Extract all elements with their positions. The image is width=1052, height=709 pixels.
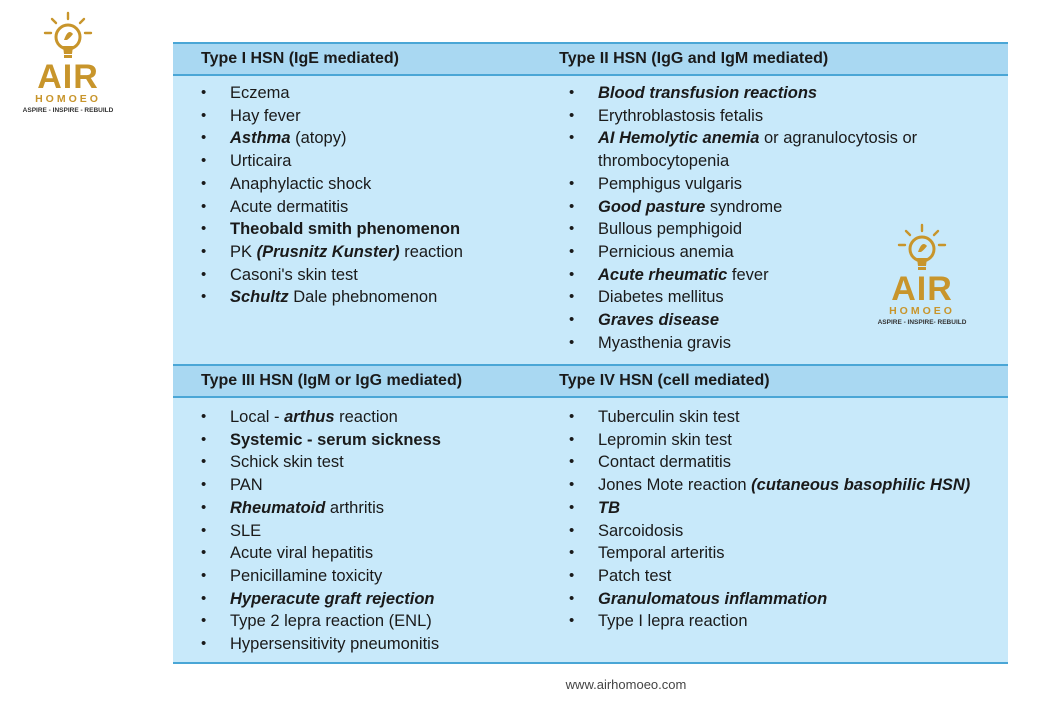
item-text: Hypersensitivity pneumonitis xyxy=(230,635,440,654)
item-text: fever xyxy=(727,265,769,284)
type3-title: Type III HSN (IgM or IgG mediated) xyxy=(201,372,463,389)
list-item xyxy=(201,474,543,497)
list-item xyxy=(201,633,543,656)
item-text: SLE xyxy=(230,521,262,540)
item-text: (atopy) xyxy=(290,129,347,148)
item-text: Erythroblastosis fetalis xyxy=(598,106,764,125)
logo-brand-text: AIR xyxy=(891,270,953,308)
list-item xyxy=(201,127,543,150)
item-emphasis-text: Granulomatous inflammation xyxy=(598,589,828,608)
logo-brand-text: AIR xyxy=(37,58,99,96)
list-item xyxy=(201,588,543,611)
item-text: Contact dermatitis xyxy=(598,453,731,472)
item-text: Schick skin test xyxy=(230,453,344,472)
list-item xyxy=(201,218,543,241)
list-item xyxy=(201,542,543,565)
list-item xyxy=(569,429,1008,452)
list-item xyxy=(201,497,543,520)
item-emphasis-text: Graves disease xyxy=(598,311,720,330)
item-text: Pernicious anemia xyxy=(598,242,734,261)
item-emphasis-text: Asthma xyxy=(230,129,291,148)
item-text: Hay fever xyxy=(230,106,301,125)
list-item xyxy=(201,105,543,128)
item-text: Temporal arteritis xyxy=(598,544,725,563)
footer-url: www.airhomoeo.com xyxy=(565,677,687,692)
item-emphasis-text: TB xyxy=(598,498,620,517)
list-item xyxy=(569,196,1008,219)
list-item xyxy=(569,105,1008,128)
item-emphasis-text: Hyperacute graft rejection xyxy=(230,589,435,608)
logo-tagline: ASPIRE - INSPIRE- REBUILD xyxy=(877,319,967,326)
list-item xyxy=(569,565,1008,588)
item-text: Acute dermatitis xyxy=(230,197,349,216)
item-text: Urticaira xyxy=(230,152,292,171)
list-item xyxy=(201,520,543,543)
list-item xyxy=(201,173,543,196)
list-item xyxy=(201,429,543,452)
item-emphasis-text: Blood transfusion reactions xyxy=(598,84,818,102)
item-emphasis-text: (cutaneous basophilic HSN) xyxy=(751,476,971,495)
list-item xyxy=(201,196,543,219)
type3-list xyxy=(201,406,543,656)
item-text: Acute viral hepatitis xyxy=(230,544,374,563)
item-text: Pemphigus vulgaris xyxy=(598,174,742,193)
item-bold-text: Theobald smith phenomenon xyxy=(230,220,461,239)
item-text: Tuberculin skin test xyxy=(598,408,740,426)
table-header-row xyxy=(173,364,1008,398)
item-text: Lepromin skin test xyxy=(598,430,732,449)
item-emphasis-text: AI Hemolytic anemia xyxy=(598,129,760,148)
list-item xyxy=(569,520,1008,543)
item-text: Penicillamine toxicity xyxy=(230,566,383,585)
list-item xyxy=(569,474,1008,497)
list-item xyxy=(569,497,1008,520)
hypersensitivity-table xyxy=(173,42,1008,664)
table-body-row xyxy=(173,398,1008,662)
item-text: Myasthenia gravis xyxy=(598,333,731,352)
list-item xyxy=(201,241,543,264)
item-text: or agranulocytosis or thrombocytopenia xyxy=(598,129,918,171)
list-item xyxy=(569,82,1008,105)
item-emphasis-text: Rheumatoid xyxy=(230,498,326,517)
list-item xyxy=(201,150,543,173)
type1-list xyxy=(201,82,543,309)
lightbulb-icon xyxy=(39,10,97,62)
list-item xyxy=(569,406,1008,429)
list-item xyxy=(201,610,543,633)
item-text: Eczema xyxy=(230,84,290,102)
list-item xyxy=(201,286,543,309)
item-emphasis-text: (Prusnitz Kunster) xyxy=(256,242,400,261)
item-text: reaction xyxy=(399,242,463,261)
item-text: PAN xyxy=(230,476,263,495)
brand-logo xyxy=(14,10,122,116)
list-item xyxy=(569,173,1008,196)
item-bold-text: Systemic - serum sickness xyxy=(230,430,441,449)
item-text: Anaphylactic shock xyxy=(230,174,372,193)
item-text: Type I lepra reaction xyxy=(598,612,748,631)
item-text: Sarcoidosis xyxy=(598,521,684,540)
type1-title: Type I HSN (IgE mediated) xyxy=(201,50,399,67)
list-item xyxy=(201,82,543,105)
item-emphasis-text: Schultz xyxy=(230,288,289,307)
type4-list xyxy=(569,406,1008,633)
lightbulb-icon xyxy=(893,222,951,274)
list-item xyxy=(569,588,1008,611)
type4-title: Type IV HSN (cell mediated) xyxy=(559,372,770,389)
item-text: Dale phebnomenon xyxy=(288,288,438,307)
list-item xyxy=(201,264,543,287)
list-item xyxy=(569,542,1008,565)
item-text: Casoni's skin test xyxy=(230,265,358,284)
item-text: Patch test xyxy=(598,566,672,585)
logo-sub-text: HOMOEO xyxy=(889,305,955,317)
item-text: Jones Mote reaction xyxy=(598,476,752,495)
list-item xyxy=(569,451,1008,474)
item-text: Diabetes mellitus xyxy=(598,288,724,307)
item-text: reaction xyxy=(334,408,398,426)
logo-tagline: ASPIRE - INSPIRE - REBUILD xyxy=(22,107,114,114)
item-emphasis-text: arthus xyxy=(284,408,335,426)
list-item xyxy=(201,406,543,429)
item-text: arthritis xyxy=(325,498,385,517)
list-item xyxy=(569,332,1008,355)
item-text: Type 2 lepra reaction (ENL) xyxy=(230,612,432,631)
list-item xyxy=(201,451,543,474)
list-item xyxy=(569,610,1008,633)
type2-title: Type II HSN (IgG and IgM mediated) xyxy=(559,50,829,67)
item-emphasis-text: Good pasture xyxy=(598,197,706,216)
watermark-logo xyxy=(868,222,976,328)
item-text: PK xyxy=(230,242,257,261)
item-text: syndrome xyxy=(705,197,783,216)
item-text: Bullous pemphigoid xyxy=(598,220,743,239)
list-item xyxy=(201,565,543,588)
item-text: Local - xyxy=(230,408,285,426)
list-item xyxy=(569,127,1008,172)
logo-sub-text: HOMOEO xyxy=(35,93,101,105)
item-emphasis-text: Acute rheumatic xyxy=(598,265,728,284)
table-header-row xyxy=(173,44,1008,76)
